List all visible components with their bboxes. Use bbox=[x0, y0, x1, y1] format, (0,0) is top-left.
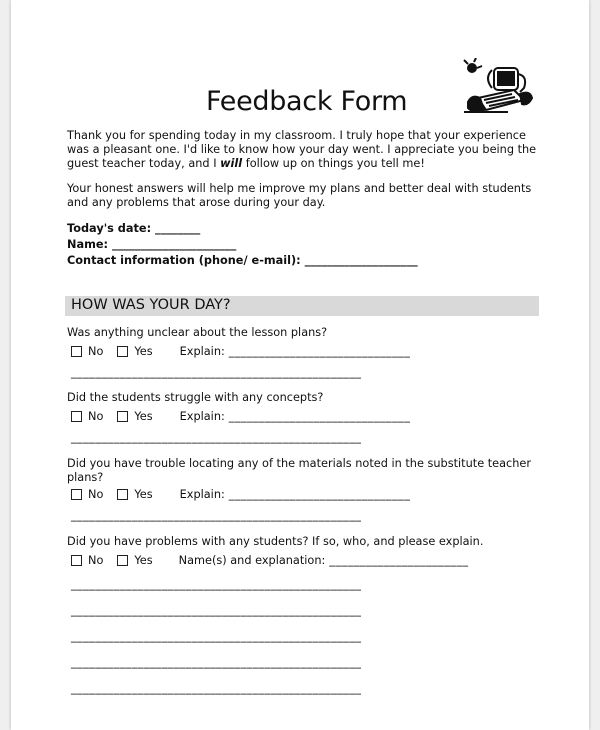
no-label: No bbox=[88, 410, 104, 423]
explain-blank[interactable]: ______________________________ bbox=[228, 410, 411, 423]
explanation-blank-line[interactable]: ________________________________________________ bbox=[71, 604, 362, 617]
explanation-blank-line[interactable]: ________________________________________________ bbox=[71, 682, 362, 695]
contact-field[interactable] bbox=[67, 254, 418, 267]
explain-label: Explain: bbox=[179, 410, 225, 423]
question-1: Was anything unclear about the lesson plans? bbox=[67, 326, 328, 339]
explanation-blank[interactable]: _______________________ bbox=[329, 554, 469, 567]
no-checkbox[interactable] bbox=[71, 346, 82, 357]
intro-line-3 bbox=[67, 157, 425, 171]
explanation-label: Name(s) and explanation: bbox=[178, 554, 326, 567]
no-label: No bbox=[88, 488, 104, 501]
no-label: No bbox=[88, 345, 104, 358]
section-title: HOW WAS YOUR DAY? bbox=[71, 297, 231, 313]
yes-checkbox[interactable] bbox=[117, 489, 128, 500]
explanation-blank-line[interactable]: ________________________________________________ bbox=[71, 656, 362, 669]
intro-line-3-post: follow up on things you tell me! bbox=[242, 157, 425, 170]
question-4-answer-row bbox=[71, 554, 468, 567]
explain-blank-line[interactable]: ________________________________________________ bbox=[71, 509, 362, 522]
page-title: Feedback Form bbox=[206, 86, 408, 117]
yes-label: Yes bbox=[134, 488, 153, 501]
name-field[interactable] bbox=[67, 238, 236, 251]
no-checkbox[interactable] bbox=[71, 555, 82, 566]
todays-date-field[interactable] bbox=[67, 222, 200, 235]
yes-checkbox[interactable] bbox=[117, 411, 128, 422]
explain-blank[interactable]: ______________________________ bbox=[228, 488, 411, 501]
yes-label: Yes bbox=[134, 554, 153, 567]
computer-clipart-icon bbox=[458, 58, 538, 118]
explain-label: Explain: bbox=[179, 345, 225, 358]
intro-line-2: was a pleasant one. I'd like to know how your day went. I appreciate you being the bbox=[67, 143, 537, 156]
todays-date-blank[interactable]: ________ bbox=[155, 222, 201, 235]
explain-blank-line[interactable]: ________________________________________________ bbox=[71, 366, 362, 379]
yes-label: Yes bbox=[134, 410, 153, 423]
no-checkbox[interactable] bbox=[71, 411, 82, 422]
document-page bbox=[11, 0, 589, 730]
name-label: Name: bbox=[67, 238, 109, 251]
question-4: Did you have problems with any students? If so, who, and please explain. bbox=[67, 535, 484, 548]
todays-date-label: Today's date: bbox=[67, 222, 152, 235]
question-1-answer-row bbox=[71, 345, 410, 358]
contact-label: Contact information (phone/ e-mail): bbox=[67, 254, 301, 267]
yes-label: Yes bbox=[134, 345, 153, 358]
question-2-answer-row bbox=[71, 410, 410, 423]
question-3-line-1: Did you have trouble locating any of the materials noted in the substitute teacher bbox=[67, 457, 532, 470]
intro-line-3-emphasis: will bbox=[220, 157, 243, 170]
question-2: Did the students struggle with any concepts? bbox=[67, 391, 324, 404]
explain-blank[interactable]: ______________________________ bbox=[228, 345, 411, 358]
yes-checkbox[interactable] bbox=[117, 555, 128, 566]
question-3-answer-row bbox=[71, 488, 410, 501]
name-blank[interactable]: ______________________ bbox=[111, 238, 237, 251]
explanation-blank-line[interactable]: ________________________________________________ bbox=[71, 578, 362, 591]
contact-blank[interactable]: ____________________ bbox=[304, 254, 418, 267]
explain-blank-line[interactable]: ________________________________________________ bbox=[71, 431, 362, 444]
intro-line-3-pre: guest teacher today, and I bbox=[67, 157, 221, 170]
no-label: No bbox=[88, 554, 104, 567]
no-checkbox[interactable] bbox=[71, 489, 82, 500]
intro-line-1: Thank you for spending today in my classroom. I truly hope that your experience bbox=[67, 129, 526, 142]
question-3-line-2: plans? bbox=[67, 471, 104, 484]
explanation-blank-line[interactable]: ________________________________________________ bbox=[71, 630, 362, 643]
intro-line-5: and any problems that arose during your day. bbox=[67, 196, 326, 209]
explain-label: Explain: bbox=[179, 488, 225, 501]
intro-line-4: Your honest answers will help me improve my plans and better deal with students bbox=[67, 182, 532, 195]
yes-checkbox[interactable] bbox=[117, 346, 128, 357]
